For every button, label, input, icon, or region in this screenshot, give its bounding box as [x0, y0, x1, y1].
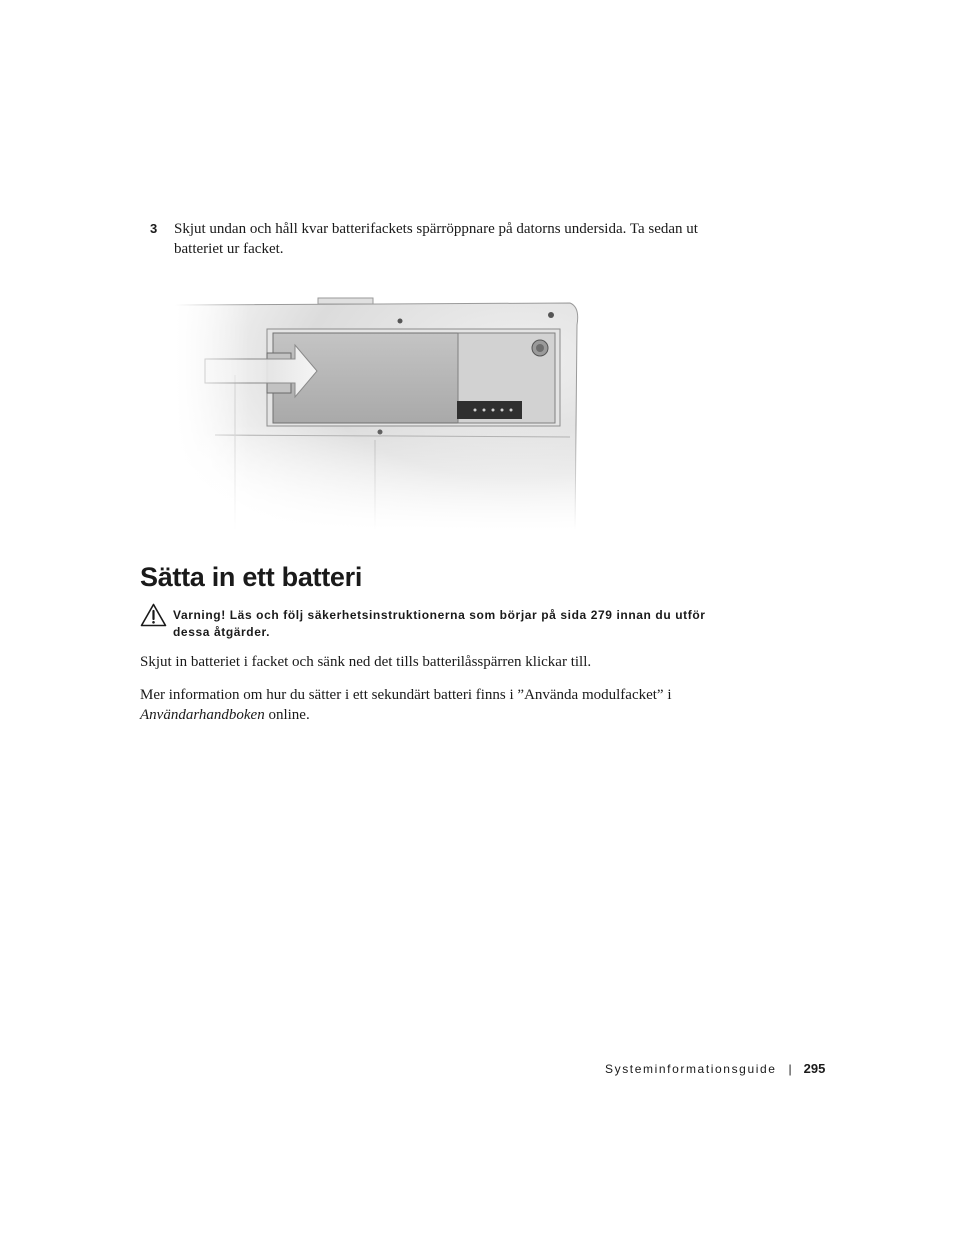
warning-text: Läs och följ säkerhetsinstruktionerna som börjar på sida 279 innan du utför dessa åtgärder.: [173, 608, 706, 639]
warning-label: Varning!: [173, 608, 226, 622]
paragraph-more-info-text: Mer information om hur du sätter i ett sekundärt batteri finns i ”Använda modulfacket” i: [140, 687, 672, 703]
paragraph-more-info: [140, 685, 730, 725]
warning-triangle-icon: [140, 603, 167, 627]
page-footer: [605, 1061, 825, 1076]
warning-notice: [173, 607, 743, 641]
user-guide-reference: Användarhandboken: [140, 707, 265, 723]
page-number: 295: [803, 1061, 826, 1076]
battery-removal-illustration: [175, 295, 585, 530]
paragraph-insert-battery: Skjut in batteriet i facket och sänk ned det tills batterilåsspärren klickar till.: [140, 654, 592, 670]
section-title: Sätta in ett batteri: [140, 562, 363, 592]
footer-guide-title: Systeminformationsguide: [605, 1062, 777, 1076]
paragraph-more-info-end: online.: [264, 707, 310, 723]
step-3: [150, 219, 730, 259]
footer-separator: |: [788, 1062, 792, 1076]
step-number: 3: [150, 221, 158, 236]
step-text: Skjut undan och håll kvar batterifackets spärröppnare på datorns undersida. Ta sedan ut batteriet ur facket.: [174, 221, 698, 257]
